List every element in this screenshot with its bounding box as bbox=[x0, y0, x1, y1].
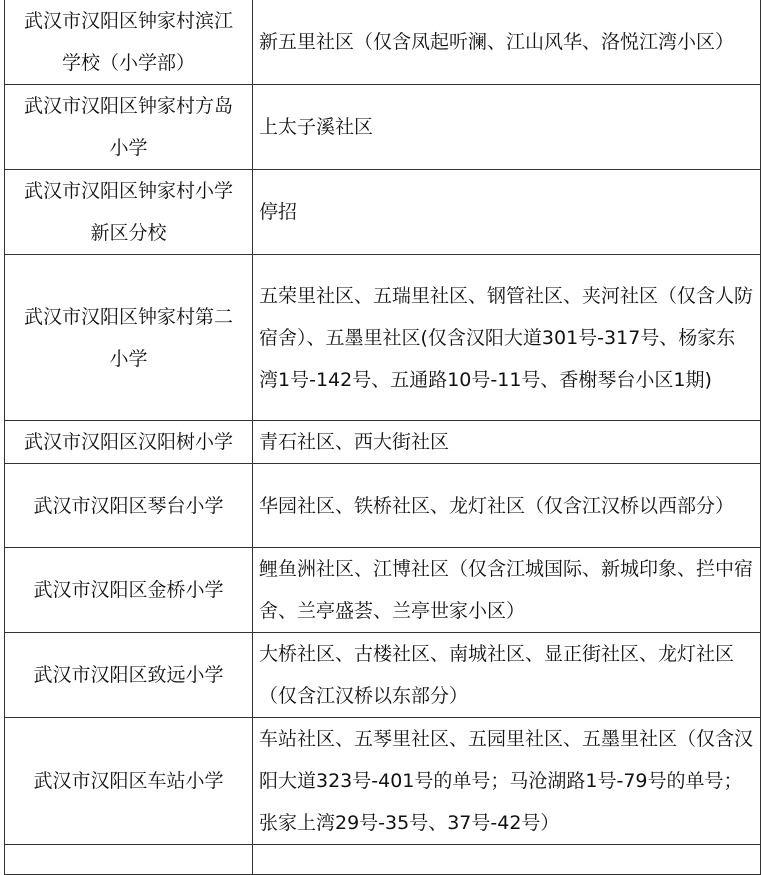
school-name-cell: 武汉市汉阳区钟家村方岛 小学 bbox=[5, 85, 253, 170]
school-name-cell: 武汉市汉阳区车站小学 bbox=[5, 718, 253, 845]
catchment-area-cell: 鲤鱼洲社区、江博社区（仅含江城国际、新城印象、拦中宿舍、兰亭盛荟、兰亭世家小区） bbox=[253, 548, 761, 633]
catchment-area-cell: 上太子溪社区 bbox=[253, 85, 761, 170]
school-name-cell: 武汉市汉阳区钟家村第二 小学 bbox=[5, 255, 253, 421]
catchment-area-cell: 华园社区、铁桥社区、龙灯社区（仅含江汉桥以西部分） bbox=[253, 464, 761, 548]
school-name-cell: 武汉市汉阳区致远小学 bbox=[5, 633, 253, 718]
school-name-cell: 武汉市汉阳区琴台小学 bbox=[5, 464, 253, 548]
table-row bbox=[5, 718, 761, 845]
table-row bbox=[5, 0, 761, 85]
table-row bbox=[5, 170, 761, 255]
catchment-area-cell bbox=[253, 845, 761, 875]
school-name-cell: 武汉市汉阳区钟家村滨江 学校（小学部） bbox=[5, 0, 253, 85]
table-row bbox=[5, 548, 761, 633]
school-name-cell: 武汉市汉阳区汉阳树小学 bbox=[5, 421, 253, 464]
catchment-area-cell: 大桥社区、古楼社区、南城社区、显正街社区、龙灯社区（仅含江汉桥以东部分） bbox=[253, 633, 761, 718]
catchment-area-cell: 五荣里社区、五瑞里社区、钢管社区、夹河社区（仅含人防宿舍）、五墨里社区(仅含汉阳大道301号-317号、杨家东湾1号-142号、五通路10号-11号、香榭琴台小区1期) bbox=[253, 255, 761, 421]
catchment-area-cell: 新五里社区（仅含凤起听澜、江山风华、洛悦江湾小区） bbox=[253, 0, 761, 85]
catchment-area-cell: 车站社区、五琴里社区、五园里社区、五墨里社区（仅含汉阳大道323号-401号的单号；马沧湖路1号-79号的单号；张家上湾29号-35号、37号-42号） bbox=[253, 718, 761, 845]
catchment-area-cell: 停招 bbox=[253, 170, 761, 255]
school-name-cell bbox=[5, 845, 253, 875]
table-row bbox=[5, 633, 761, 718]
catchment-area-cell: 青石社区、西大街社区 bbox=[253, 421, 761, 464]
table-row bbox=[5, 85, 761, 170]
school-name-cell: 武汉市汉阳区金桥小学 bbox=[5, 548, 253, 633]
school-district-table bbox=[4, 0, 761, 875]
table-row bbox=[5, 421, 761, 464]
table-row bbox=[5, 255, 761, 421]
table-row bbox=[5, 464, 761, 548]
school-name-cell: 武汉市汉阳区钟家村小学 新区分校 bbox=[5, 170, 253, 255]
table-row bbox=[5, 845, 761, 875]
